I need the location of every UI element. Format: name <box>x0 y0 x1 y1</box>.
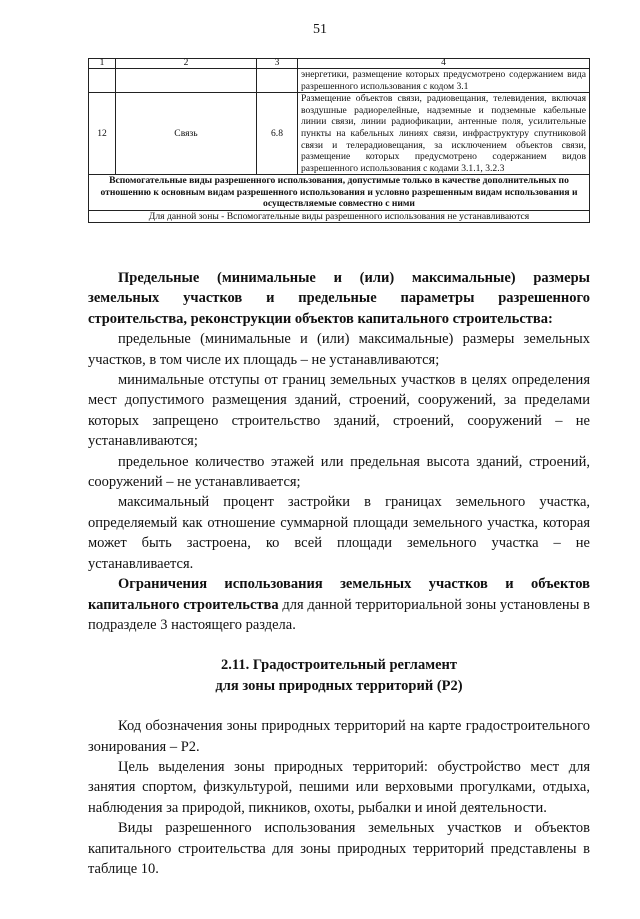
header-col-1: 1 <box>89 59 116 69</box>
land-use-table <box>88 58 590 223</box>
header-col-4: 4 <box>298 59 590 69</box>
section-title-line-1: 2.11. Градостроительный регламент <box>221 657 457 674</box>
row-code: 6.8 <box>257 93 298 175</box>
table-header-row <box>89 59 590 69</box>
restrictions-bold: Ограничения использования земельных участков и объектов капитального строительства <box>88 576 590 613</box>
row-name: Связь <box>116 93 257 175</box>
table-row-12 <box>89 93 590 175</box>
limit-coverage: максимальный процент застройки в границах земельного участка, определяемый как отношение суммарной площади земельного участка, которая может быть застроена, ко всей площади земельного участка – не устанавливается. <box>88 494 590 572</box>
aux-note-row <box>89 210 590 222</box>
zone-purpose-paragraph: Цель выделения зоны природных территорий: обустройство мест для занятия спортом, физкультурой, пешими или верховыми прогулками, отдыха, наблюдения за природой, пикников, охоты, рыбалки и иной деятельности. <box>88 758 590 816</box>
restrictions-rest: для данной территориальной зоны установлены в подразделе 3 настоящего раздела. <box>88 596 590 633</box>
header-col-2: 2 <box>116 59 257 69</box>
table-reference-paragraph: Виды разрешенного использования земельных участков и объектов капитального строительства для зоны природных территорий представлены в таблице 10. <box>88 820 590 877</box>
page-number: 51 <box>313 22 327 37</box>
zone-code-paragraph: Код обозначения зоны природных территорий на карте градостроительного зонирования – Р2. <box>88 718 590 755</box>
document-body <box>88 268 590 879</box>
aux-heading-row <box>89 175 590 210</box>
limit-plot-size: предельные (минимальные и (или) максимальные) размеры земельных участков, в том числе их площадь – не устанавливаются; <box>88 331 590 368</box>
continued-description: энергетики, размещение которых предусмотрено содержанием вида разрешенного использования с кодом 3.1 <box>298 69 590 93</box>
restrictions-paragraph <box>88 574 590 635</box>
aux-heading: Вспомогательные виды разрешенного использования, допустимые только в качестве дополнительных по отношению к основным видам разрешенного использования и условно разрешенным видам использования и осуществляемые совместно с ними <box>89 175 590 210</box>
limit-setbacks: минимальные отступы от границ земельных участков в целях определения мест допустимого размещения зданий, строений, сооружений, за пределами которых запрещено строительство зданий, строений, сооружений – не устанавливаются; <box>88 372 590 450</box>
limit-floors: предельное количество этажей или предельная высота зданий, строений, сооружений – не устанавливается; <box>88 453 590 491</box>
aux-note: Для данной зоны - Вспомогательные виды разрешенного использования не устанавливаются <box>89 210 590 222</box>
row-number: 12 <box>89 93 116 175</box>
row-description: Размещение объектов связи, радиовещания, телевидения, включая воздушные радиорелейные, надземные и подземные кабельные линии связи, линии радиофикации, антенные поля, усилительные пункты на кабельных линиях связи, инфраструктуру спутниковой связи и телерадиовещания, за исключением объектов связи, размещение которых предусмотрено содержанием видов разрешенного использования с кодами 3.1.1, 3.2.3 <box>298 93 590 175</box>
section-title-line-2: для зоны природных территорий (Р2) <box>215 677 463 694</box>
table-row-continued <box>89 69 590 93</box>
header-col-3: 3 <box>257 59 298 69</box>
limits-heading: Предельные (минимальные и (или) максимальные) размеры земельных участков и предельные параметры разрешенного строительства, реконструкции объектов капитального строительства: <box>88 270 590 327</box>
